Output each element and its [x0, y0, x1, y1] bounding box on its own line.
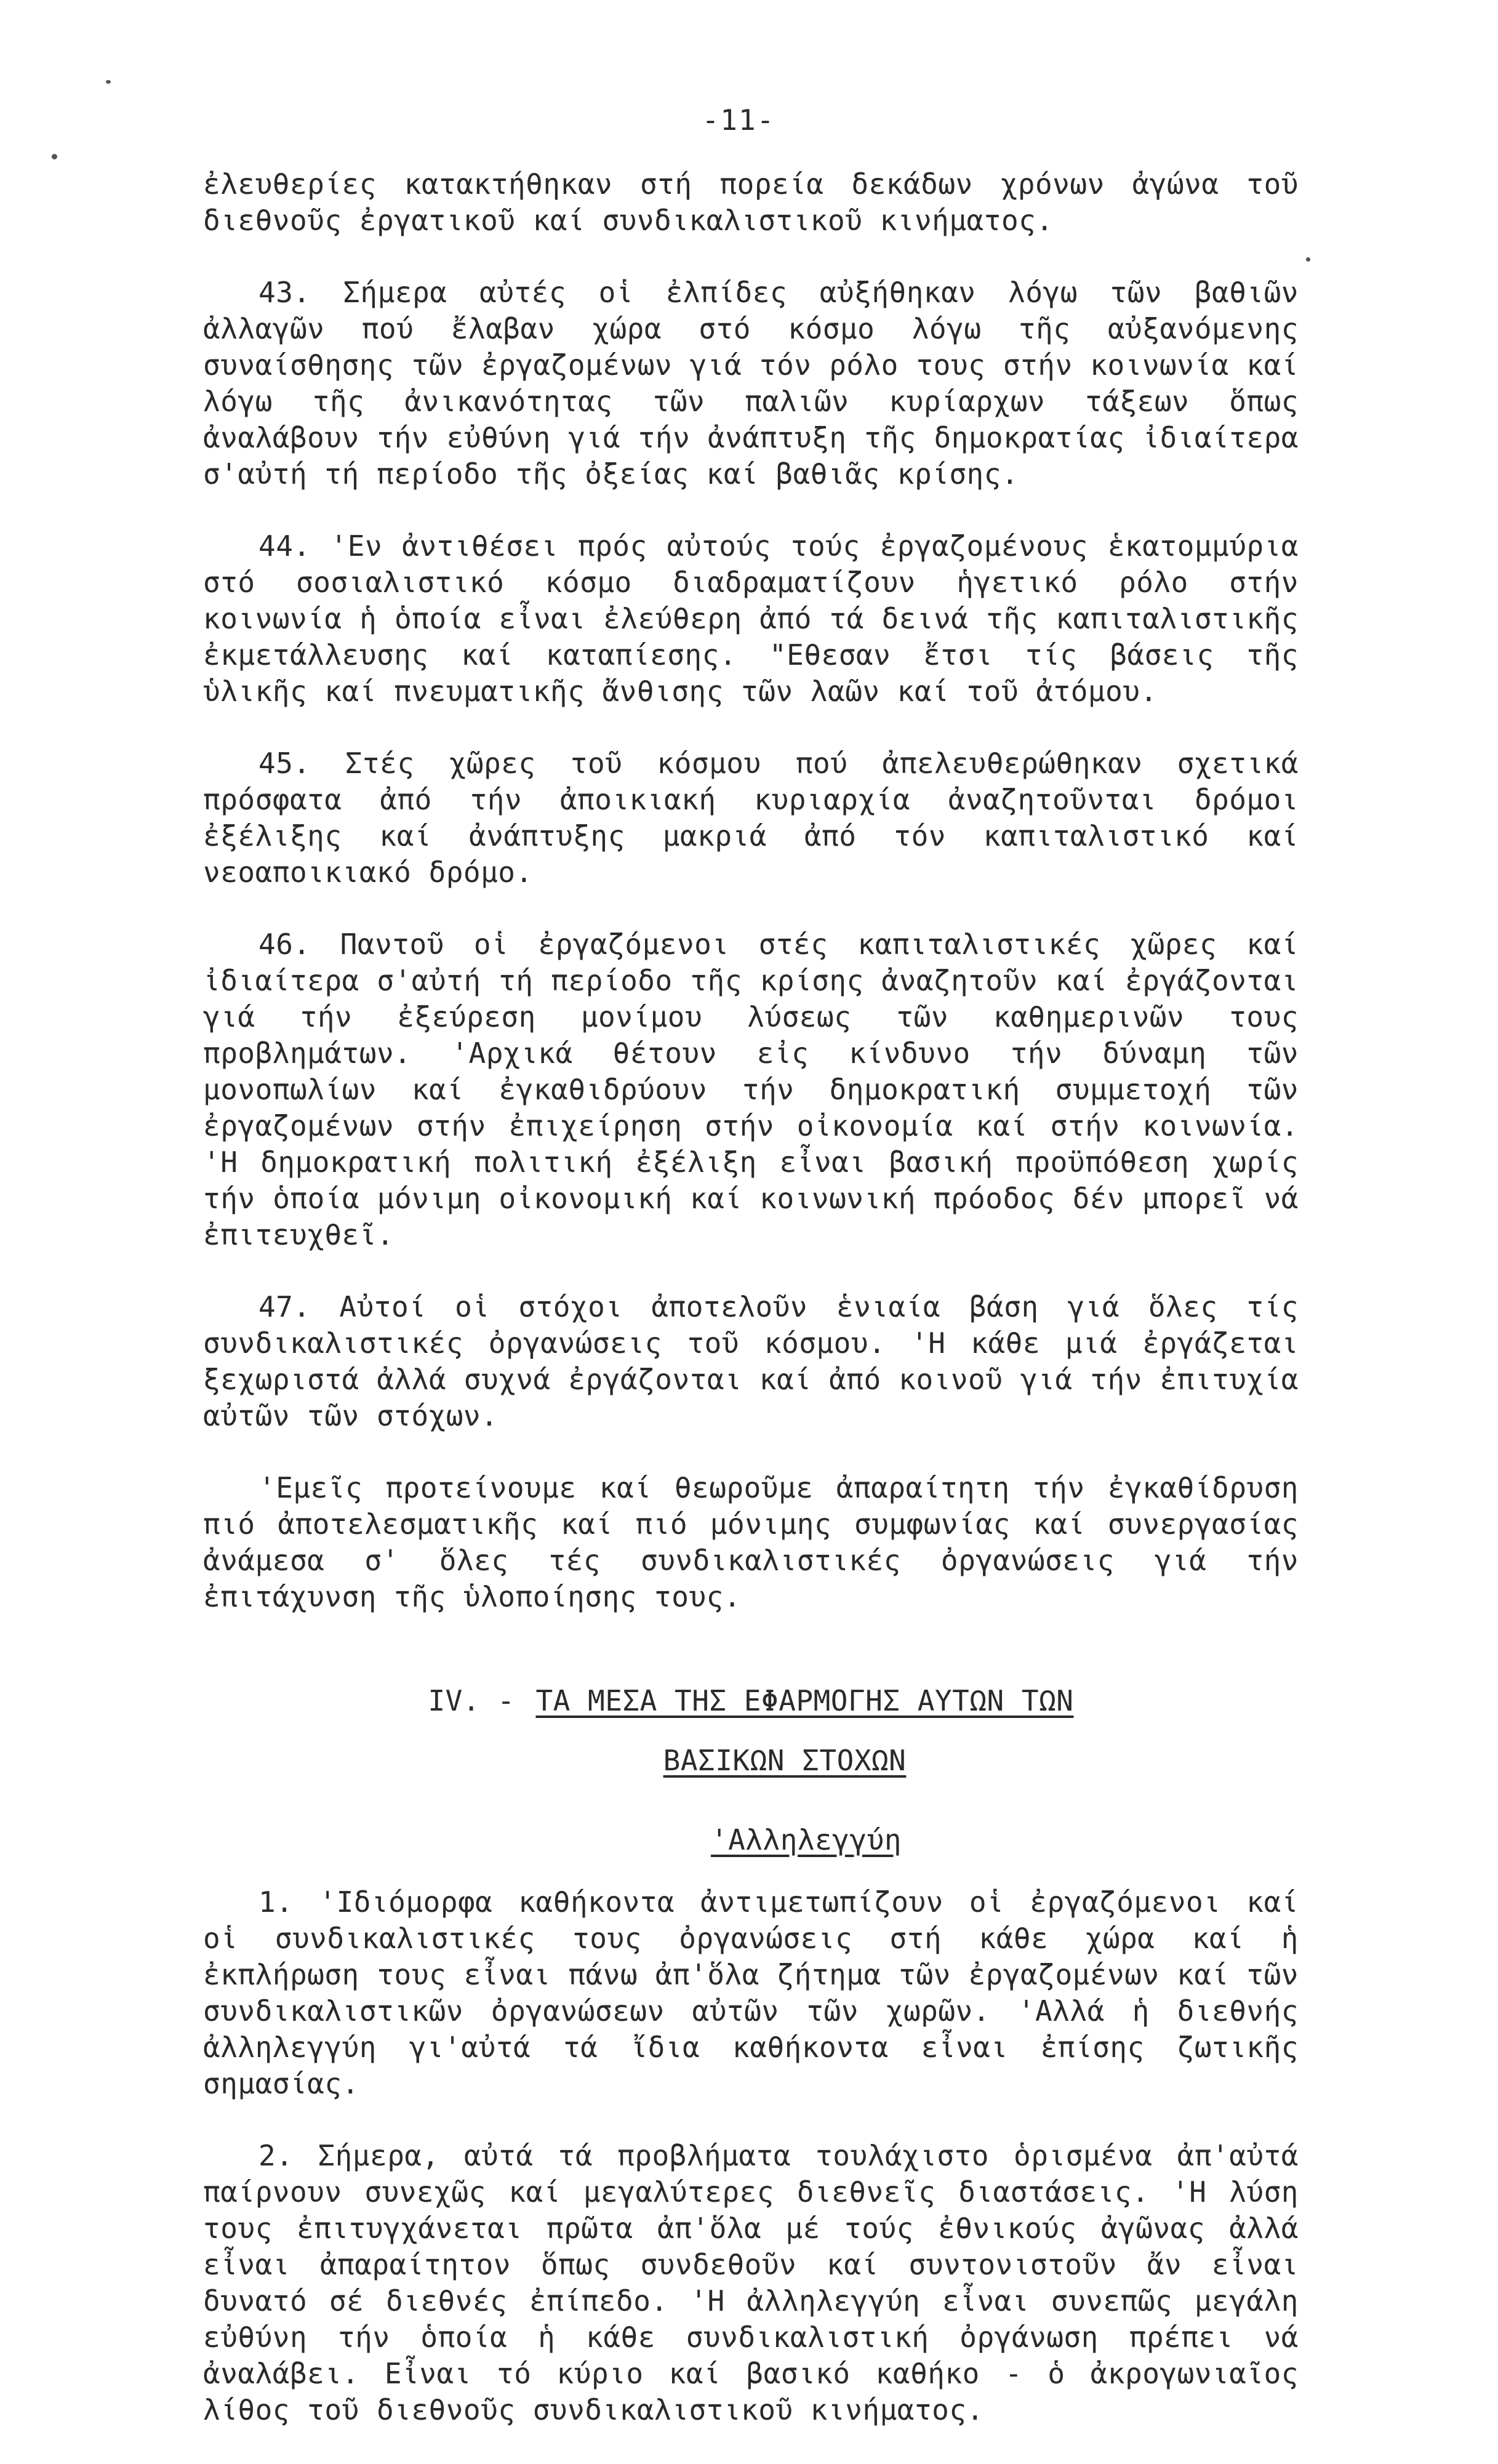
scan-speck [1306, 257, 1310, 262]
section-heading [203, 1683, 1299, 1779]
paragraph-2: 2. Σήμερα, αὐτά τά προβλήματα τουλάχιστο ὁρισμένα ἀπ'αὐτά παίρνουν συνεχῶς καί μεγαλύτερες διεθνεῖς διαστάσεις. 'Η λύση τους ἐπιτυγχάνεται πρῶτα ἀπ'ὅλα μέ τούς ἐθνικούς ἀγῶνας ἀλλά εἶναι ἀπαραίτητον ὅπως συνδεθοῦν καί συντονιστοῦν ἄν εἶναι δυνατό σέ διεθνές ἐπίπεδο. 'Η ἀλληλεγγύη εἶναι συνεπῶς μεγάλη εὐθύνη τήν ὁποία ἡ κάθε συνδικαλιστική ὀργάνωση πρέπει νά ἀναλάβει. Εἶναι τό κύριο καί βασικό καθήκο - ὁ ἀκρογωνιαῖος λίθος τοῦ διεθνοῦς συνδικαλιστικοῦ κινήματος. [203, 2139, 1299, 2426]
page-number: -11- [702, 103, 775, 137]
scan-speck [106, 80, 111, 84]
paragraph-45: 45. Στές χῶρες τοῦ κόσμου πού ἀπελευθερώθηκαν σχετικά πρόσφατα ἀπό τήν ἀποικιακή κυριαρχία ἀναζητοῦνται δρόμοι ἐξέλιξης καί ἀνάπτυξης μακριά ἀπό τόν καπιταλιστικό καί νεοαποικιακό δρόμο. [203, 747, 1299, 889]
scan-speck [52, 154, 57, 159]
paragraph-continuation: ἐλευθερίες κατακτήθηκαν στή πορεία δεκάδων χρόνων ἀγώνα τοῦ διεθνοῦς ἐργατικοῦ καί συνδικαλιστικοῦ κινήματος. [203, 167, 1299, 237]
paragraph-44: 44. 'Εν ἀντιθέσει πρός αὐτούς τούς ἐργαζομένους ἑκατομμύρια στό σοσιαλιστικό κόσμο διαδραματίζουν ἡγετικό ρόλο στήν κοινωνία ἡ ὁποία εἶναι ἐλεύθερη ἀπό τά δεινά τῆς καπιταλιστικῆς ἐκμετάλλευσης καί καταπίεσης. "Εθεσαν ἔτσι τίς βάσεις τῆς ὑλικῆς καί πνευματικῆς ἄνθισης τῶν λαῶν καί τοῦ ἀτόμου. [203, 529, 1299, 708]
section-number: IV. - [428, 1684, 515, 1717]
document-body [203, 166, 1299, 2464]
section-title-line-1: ΤΑ ΜΕΣΑ ΤΗΣ ΕΦΑΡΜΟΓΗΣ ΑΥΤΩΝ ΤΩΝ [535, 1684, 1074, 1717]
subsection-heading [314, 1822, 1299, 1858]
paragraph-46: 46. Παντοῦ οἱ ἐργαζόμενοι στές καπιταλιστικές χῶρες καί ἰδιαίτερα σ'αὐτή τή περίοδο τῆς κρίσης ἀναζητοῦν καί ἐργάζονται γιά τήν ἐξεύρεση μονίμου λύσεως τῶν καθημερινῶν τους προβλημάτων. 'Αρχικά θέτουν εἰς κίνδυνο τήν δύναμη τῶν μονοπωλίων καί ἐγκαθιδρύουν τήν δημοκρατική συμμετοχή τῶν ἐργαζομένων στήν ἐπιχείρηση στήν οἰκονομία καί στήν κοινωνία. 'Η δημοκρατική πολιτική ἐξέλιξη εἶναι βασική προϋπόθεση χωρίς τήν ὁποία μόνιμη οἰκονομική καί κοινωνική πρόοδος δέν μπορεῖ νά ἐπιτευχθεῖ. [203, 928, 1299, 1251]
paragraph-47: 47. Αὐτοί οἱ στόχοι ἀποτελοῦν ἑνιαία βάση γιά ὅλες τίς συνδικαλιστικές ὀργανώσεις τοῦ κόσμου. 'Η κάθε μιά ἐργάζεται ξεχωριστά ἀλλά συχνά ἐργάζονται καί ἀπό κοινοῦ γιά τήν ἐπιτυχία αὐτῶν τῶν στόχων. [203, 1290, 1299, 1432]
paragraph-1: 1. 'Ιδιόμορφα καθήκοντα ἀντιμετωπίζουν οἱ ἐργαζόμενοι καί οἱ συνδικαλιστικές τους ὀργανώσεις στή κάθε χώρα καί ἡ ἐκπλήρωση τους εἶναι πάνω ἀπ'ὅλα ζήτημα τῶν ἐργαζομένων καί τῶν συνδικαλιστικῶν ὀργανώσεων αὐτῶν τῶν χωρῶν. 'Αλλά ἡ διεθνής ἀλληλεγγύη γι'αὐτά τά ἴδια καθήκοντα εἶναι ἐπίσης ζωτικῆς σημασίας. [203, 1885, 1299, 2100]
subsection-title: 'Αλληλεγγύη [710, 1823, 902, 1856]
paragraph-43: 43. Σήμερα αὐτές οἱ ἐλπίδες αὐξήθηκαν λόγω τῶν βαθιῶν ἀλλαγῶν πού ἔλαβαν χώρα στό κόσμο λόγω τῆς αὐξανόμενης συναίσθησης τῶν ἐργαζομένων γιά τόν ρόλο τους στήν κοινωνία καί λόγω τῆς ἀνικανότητας τῶν παλιῶν κυρίαρχων τάξεων ὅπως ἀναλάβουν τήν εὐθύνη γιά τήν ἀνάπτυξη τῆς δημοκρατίας ἰδιαίτερα σ'αὐτή τή περίοδο τῆς ὀξείας καί βαθιᾶς κρίσης. [203, 276, 1299, 491]
section-title-line-2: ΒΑΣΙΚΩΝ ΣΤΟΧΩΝ [663, 1744, 907, 1777]
paragraph-proposal: 'Εμεῖς προτείνουμε καί θεωροῦμε ἀπαραίτητη τήν ἐγκαθίδρυση πιό ἀποτελεσματικῆς καί πιό μόνιμης συμφωνίας καί συνεργασίας ἀνάμεσα σ' ὅλες τές συνδικαλιστικές ὀργανώσεις γιά τήν ἐπιτάχυνση τῆς ὑλοποίησης τους. [203, 1471, 1299, 1613]
